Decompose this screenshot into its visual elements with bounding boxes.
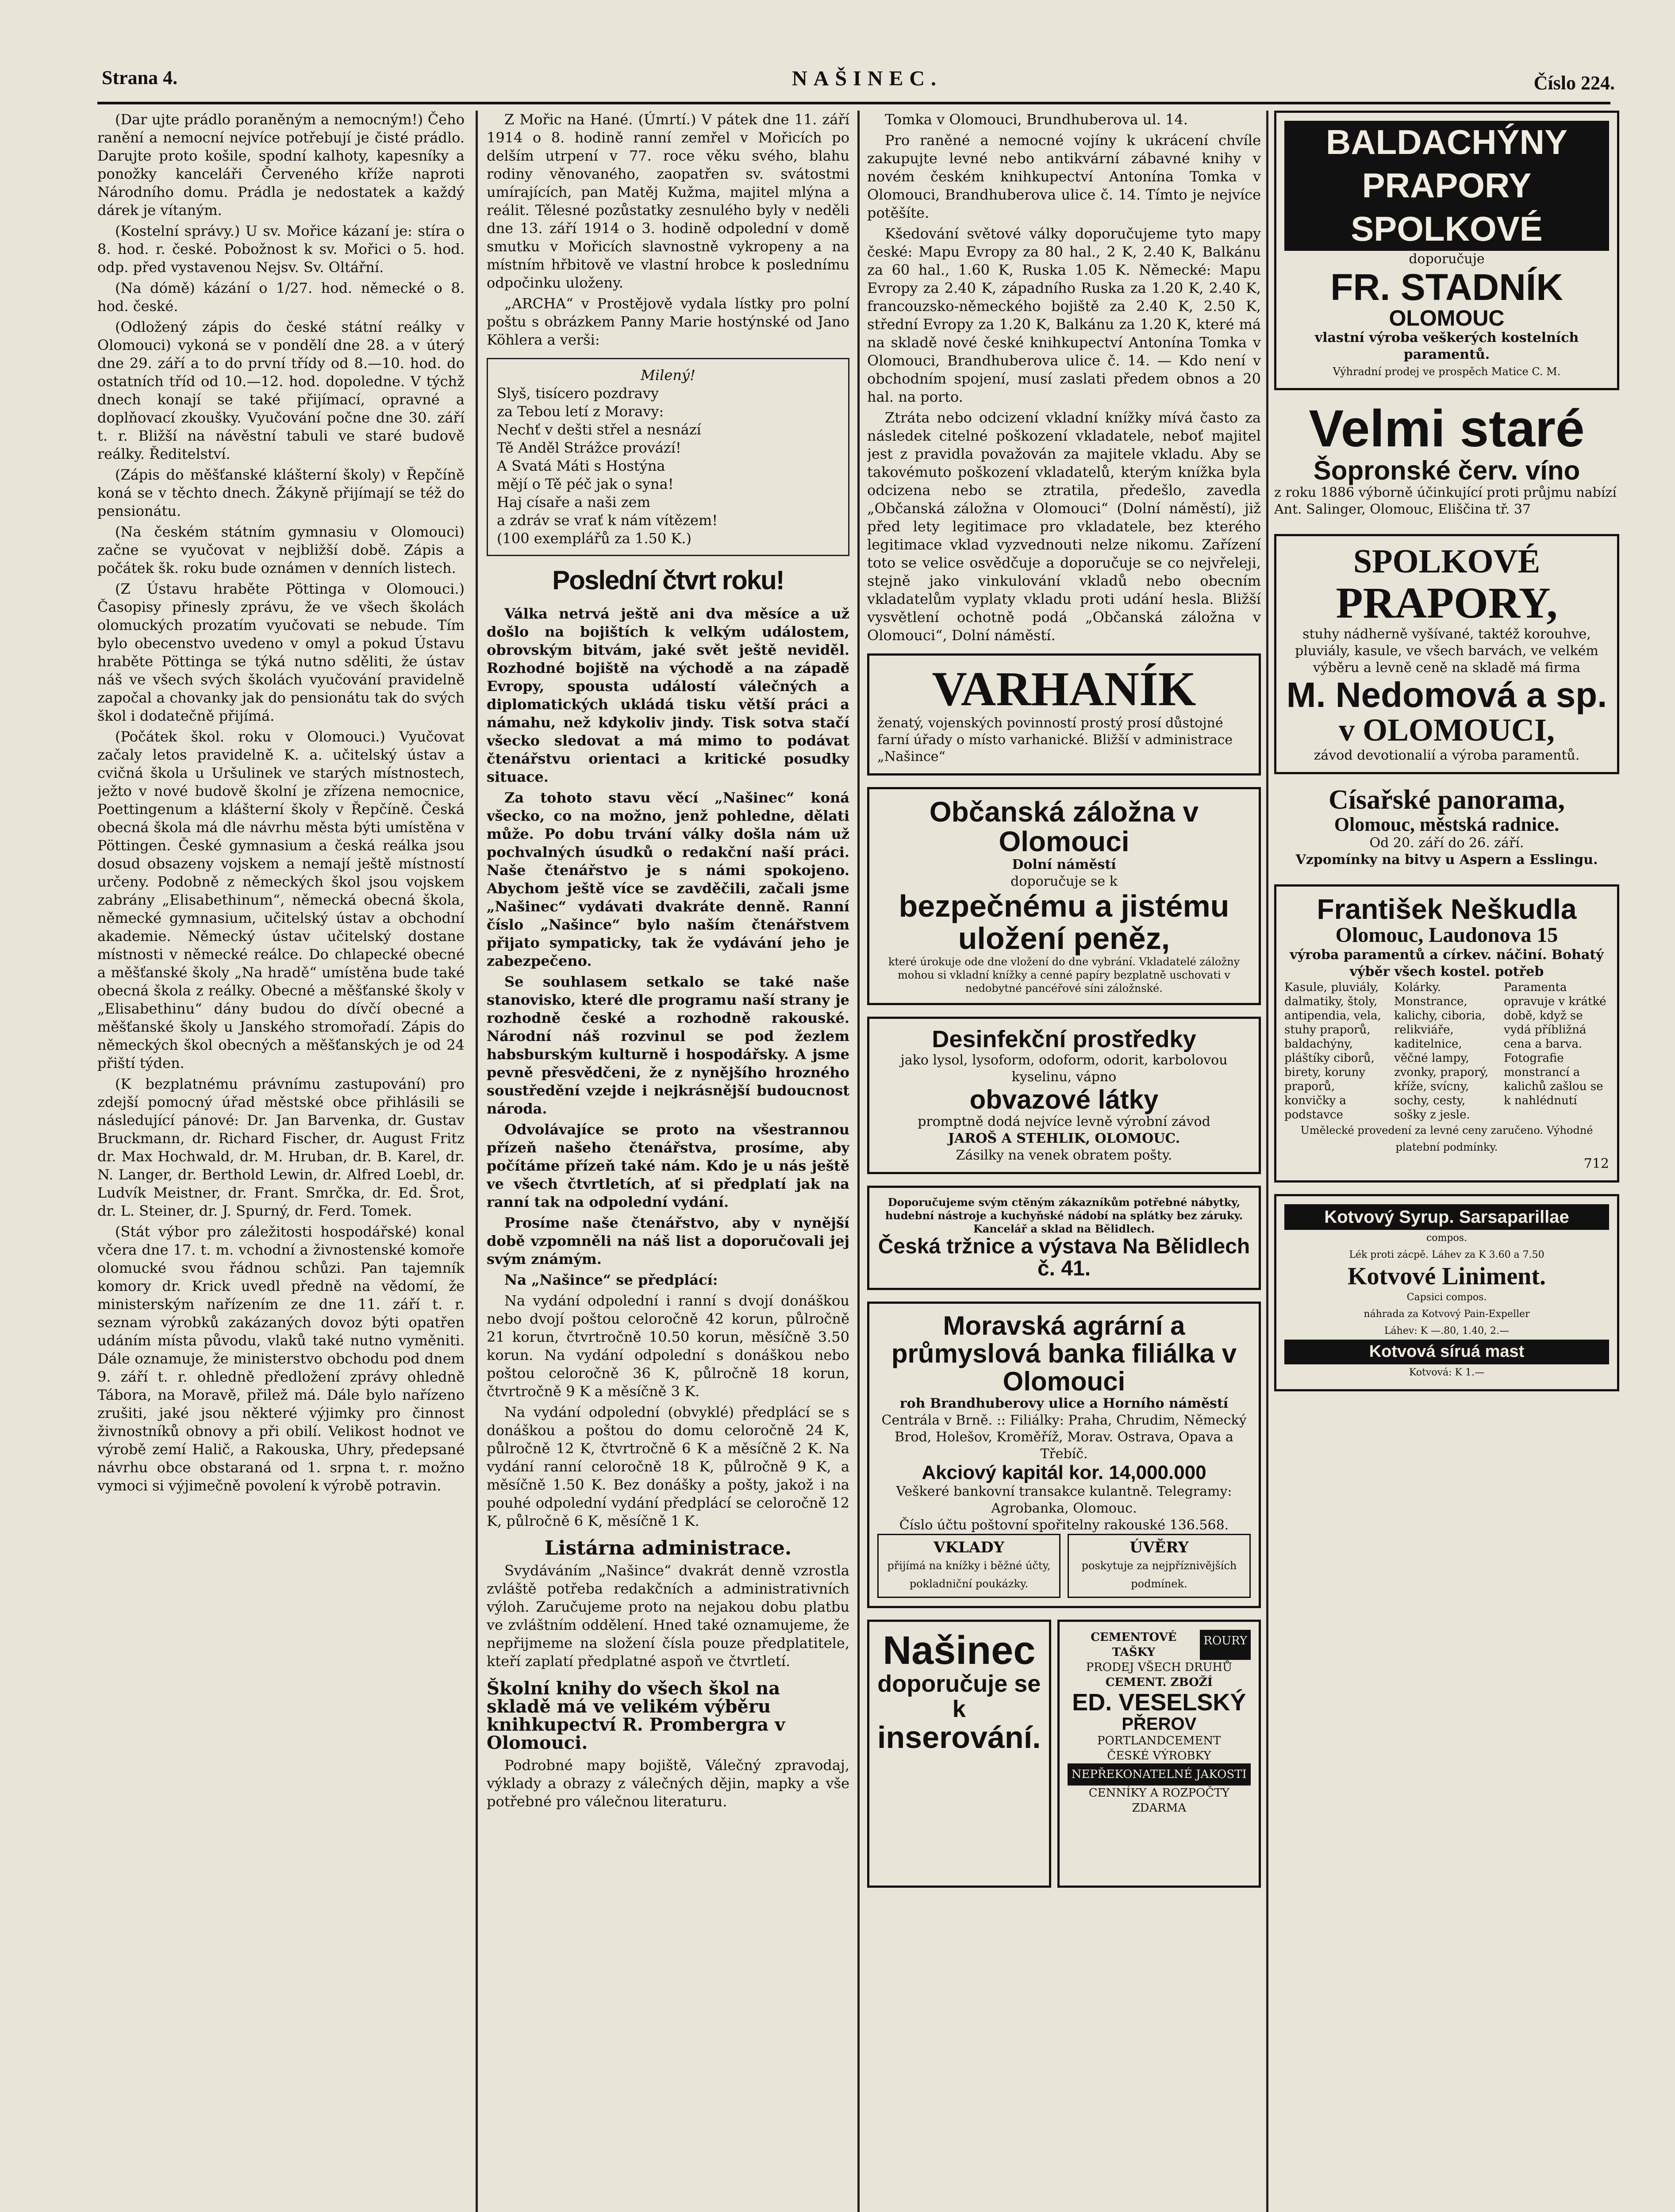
ad-text: Kotvová: K 1.—: [1409, 1367, 1484, 1379]
page-number: Strana 4.: [102, 67, 178, 88]
article-para: Pro raněné a nemocné vojíny k ukrácení chvíle zakupujte levné nebo antikvární zábavné knihy v novém českém knihkupectví Antonína Tomka v Olomouci, Brandhuberova ulice č. 14. Tímto je nejvíce potěšíte.: [867, 132, 1261, 221]
ad-text: PORTLANDCEMENT: [1097, 1734, 1221, 1748]
box-title: VKLADY: [934, 1538, 1004, 1556]
ad-text: Centrála v Brně. :: Filiálky: Praha, Chrudim, Německý Brod, Holešov, Kroměříž, Morav. Ostrava, Opava a Třebíč.: [881, 1413, 1247, 1462]
ad-veselsky: [1057, 1620, 1261, 1888]
ad-line: SPOLKOVÉ: [1284, 207, 1609, 251]
poem-line: A Svatá Máti s Hostýna: [497, 457, 665, 474]
article-para: Za tohoto stavu věcí „Našinec“ koná všecko, co na možno, jenž pohledne, dělati může. Po dobu trvání války došla nám už pochvalných úsudků o redakční naší práci. Naše čtenářstvo je s námi spokojeno. Abychom ještě více se zavděčili, začali jsme „Našinec“ vydávati dvakráte denně. Ranní číslo „Našince“ bylo naším čtenářstvem přijato sympaticky, tak že vydávání jeho je zabezpečeno.: [487, 789, 849, 969]
school-books-ad: Školní knihy do všech škol na skladě má ve velikém výběru knihkupectví R. Prombergra v Olomouci.: [487, 1678, 785, 1753]
ad-big: inserování.: [877, 1720, 1041, 1755]
ad-text: které úrokuje ode dne vložení do dne vybrání. Vkladatelé záložny mohou si vkladní knížky a cenné papíry bezplatně uschovati v nedobytné pancéřové síni záložnské.: [888, 955, 1240, 995]
article-para: (Na českém státním gymnasiu v Olomouci) začne se vyučovat v nejbližší době. Zápis a počátek šk. roku bude oznámen v denních listech.: [97, 523, 465, 576]
poem-line: mějí o Tě péč jak o syna!: [497, 476, 674, 492]
ad-line: SPOLKOVÉ: [1353, 543, 1541, 580]
headline: Poslední čtvrt roku!: [552, 565, 784, 595]
box-text: přijímá na knížky i běžné účty, pokladniční poukázky.: [887, 1559, 1051, 1590]
ad-firm: ED. VESELSKÝ: [1072, 1689, 1246, 1716]
ad-title: Moravská agrární a průmyslová banka filiálka v Olomouci: [891, 1311, 1237, 1397]
article-para: Svydáváním „Našince“ dvakrát denně vzrostla zvláště potřeba redakčních a administrativních výloh. Zaručujeme proto na nejakou dobu platbu ve zvláštním oddělení. Hned také oznamujeme, že nepřijmeme na složení čísla pouze předplatitele, kteří zaplatí předplatné aspoň ve čtvrtletí.: [487, 1562, 849, 1670]
article-para: Na „Našince“ se předplácí:: [504, 1271, 718, 1288]
ad-date: Od 20. září do 26. září.: [1369, 835, 1524, 851]
poem-line: Slyš, tisícero pozdravy: [497, 385, 659, 402]
article-para: Podrobné mapy bojiště, Válečný zpravodaj, výklady a obrazy z válečných dějin, mapky a vše potřebné pro válečnou literaturu.: [487, 1757, 849, 1810]
ad-firm: M. Nedomová a sp.: [1286, 675, 1607, 715]
poem-box: [487, 358, 849, 556]
box-title: ÚVĚRY: [1129, 1538, 1189, 1556]
ad-number: 712: [1583, 1156, 1609, 1171]
column-3: [867, 111, 1261, 2212]
ad-text: Vzpomínky na bitvy u Aspern a Esslingu.: [1295, 852, 1598, 868]
column-divider: [476, 111, 478, 2212]
bottom-ads: [867, 1620, 1261, 1899]
ad-box: [877, 1534, 1060, 1598]
ad-varhanik: [867, 653, 1261, 776]
ad-text: Láhev: K —.80, 1.40, 2.—: [1384, 1325, 1510, 1337]
article-para: (Kostelní správy.) U sv. Mořice kázaní je: stíra o 8. hod. r. české. Pobožnost k sv. Mořici o 5. hod. odp. před vystavenou Nejsv. Sv. Oltářní.: [97, 223, 465, 276]
header-rule: [97, 102, 1610, 104]
ad-line: PRAPORY: [1284, 164, 1609, 207]
ad-text: promptně dodá nejvíce levně výrobní závod: [918, 1114, 1210, 1129]
ad-text: Výhradní prodej ve prospěch Matice C. M.: [1333, 365, 1561, 378]
article-para: (Zápis do měšťanské klášterní školy) v Řepčíně koná se v těchto dnech. Žákyně přijímají se též do pensionátu.: [97, 466, 465, 519]
ad-stadnik: [1274, 111, 1619, 390]
article-para: Na vydání odpolední (obvyklé) předplácí se s donáškou a poštou do domu celoročně 24 K, půlročně 12 K, čtvrtročně 6 K a měsíčně 2 K. Na vydání ranní celoročně 18 K, půlročně 9 K, a měsíčně 1.50 K. Bez donášky a pošty, jakož i na pouhé odpolední vydání předplácí se celoročně 12 K, půlročně 6 K, měsíčně 1 K.: [487, 1404, 849, 1529]
ad-banka: [867, 1302, 1261, 1608]
ad-kotvovy: [1274, 1194, 1619, 1392]
ad-panorama: [1274, 786, 1619, 873]
ad-sub: Šopronské červ. víno: [1313, 456, 1580, 486]
ad-grid: [1284, 980, 1609, 1122]
ad-capital: Akciový kapitál kor. 14,000.000: [922, 1462, 1206, 1484]
poem-note: (100 exemplářů za 1.50 K.): [497, 530, 692, 547]
ad-sub: k: [952, 1695, 966, 1722]
ad-account: Číslo účtu poštovní spořitelny rakouské 136.568.: [899, 1517, 1229, 1533]
ad-vino: [1274, 399, 1619, 522]
article-para: (K bezplatnému právnímu zastupování) pro zdejší pomocný úřad městské obce přihlásili se následující pánové: Dr. Jan Barvenka, dr. Gustav Bruckmann, dr. Richard Fischer, dr. August Fritz dr. Max Hochwald, dr. M. Hruban, dr. B. Karel, dr. N. Langer, dr. Berthold Lewin, dr. Alfred Loebl, dr. Ludvík Meistner, dr. Frant. Smrčka, dr. Ed. Šrot, dr. L. Steiner, dr. J. Spurný, dr. Ferd. Tomek.: [97, 1075, 465, 1219]
article-para: (Na dómě) kázání o 1/27. hod. německé o 8. hod. české.: [97, 280, 465, 315]
poem-line: Haj císaře a naši zem: [497, 494, 651, 511]
ad-col: Kasule, pluviály, dalmatiky, štoly, antipendia, vela, stuhy praporů, baldachýny, pláštíky ciborů, birety, koruny praporů, konvičky a podstavce: [1284, 980, 1381, 1121]
ad-city: v OLOMOUCI,: [1338, 712, 1555, 748]
ad-sub: Dolní náměstí: [1012, 856, 1116, 872]
ad-text: PRODEJ VŠECH DRUHŮ: [1086, 1660, 1232, 1674]
poem-line: Nechť v dešti střel a nesnází: [497, 421, 701, 438]
ad-neskudla: [1274, 884, 1619, 1183]
ad-text: závod devotionalií a výroba paramentů.: [1314, 747, 1580, 763]
ad-text: NEPŘEKONATELNÉ JAKOSTI: [1068, 1763, 1251, 1786]
ad-text: Zásilky na venek obratem pošty.: [956, 1147, 1172, 1163]
ad-nasinec: [867, 1620, 1051, 1888]
ad-text: ženatý, vojenských povinností prostý prosí důstojné farní úřady o místo varhanické. Bližší v administrace „Našince“: [877, 715, 1233, 764]
ad-text: ZDARMA: [1132, 1801, 1187, 1815]
ad-trzice: [867, 1186, 1261, 1290]
ad-col: Kolárky. Monstrance, kalichy, ciboria, relikviáře, kaditelnice, věčné lampy, zvonky, praporý, kříže, svícny, sochy, cesty, sošky z jesle.: [1394, 980, 1489, 1121]
article-para: Prosíme naše čtenářstvo, aby v nynější době vzpomněli na náš list a doporučovali jej svým známým.: [487, 1214, 849, 1267]
poem-line: za Tebou letí z Moravy:: [497, 403, 664, 420]
column-4: [1274, 111, 1619, 2212]
ad-text: CEMENTOVÉ TAŠKY: [1091, 1630, 1177, 1659]
ad-text: jako lysol, lysoform, odoform, odorit, karbolovou kyselinu, vápno: [900, 1052, 1228, 1085]
article-para: (Dar ujte prádlo poraněným a nemocným!) Čeho ranění a nemocní nejvíce potřebují je čisté prádlo. Darujte proto košile, spodní kalhoty, kapesníky a ponožky kanceláři Červeného kříže naproti Národního domu. Prádla je nedostatek a každý dárek je vítaným.: [97, 111, 465, 219]
ad-title: Občanská záložna v Olomouci: [929, 795, 1199, 857]
ad-big: Česká tržnice a výstava Na Bělidlech č. 41.: [878, 1234, 1250, 1280]
ad-text: compos.: [1426, 1232, 1468, 1244]
masthead-title: NAŠINEC.: [792, 67, 943, 90]
ad-text: z roku 1886 výborně účinkující proti průjmu nabízí Ant. Salinger, Olomouc, Eliščina tř. 37: [1274, 485, 1617, 518]
ad-text: Doporučujeme svým ctěným zákazníkům potřebné nábytky, hudební nástroje a kuchyňské nádobí na splátky bez záruky. Kancelář a sklad na Bělidlech.: [885, 1195, 1243, 1235]
ad-text: ROURY: [1200, 1630, 1251, 1660]
ad-line: doporučuje se k: [1010, 873, 1118, 889]
ad-sub: doporučuje se: [877, 1671, 1041, 1697]
archa-note: „ARCHA“ v Prostějově vydala lístky pro polní poštu s obrázkem Panny Marie hostýnské od Jano Köhlera a verši:: [487, 295, 849, 348]
ad-text: Lék proti zácpě. Láhev za K 3.60 a 7.50: [1349, 1249, 1544, 1260]
issue-number: Číslo 224.: [1533, 72, 1615, 94]
ad-line: BALDACHÝNY: [1284, 121, 1609, 164]
ad-firm: JAROŠ A STEHLIK, OLOMOUC.: [948, 1130, 1180, 1146]
ad-addr: Olomouc, Laudonova 15: [1335, 923, 1558, 947]
ad-text: CEMENT. ZBOŽÍ: [1105, 1675, 1213, 1689]
ad-line: Kotvový Syrup. Sarsaparillae: [1284, 1204, 1609, 1230]
section-title: Listárna administrace.: [544, 1537, 792, 1559]
poem-line: Tě Anděl Strážce provází!: [497, 439, 681, 456]
column-divider: [1266, 111, 1268, 2212]
ad-title-2: obvazové látky: [969, 1084, 1159, 1114]
ad-top: [1068, 1630, 1251, 1660]
ad-line: Kotvová síruá mast: [1284, 1340, 1609, 1364]
ad-sub: Olomouc, městská radnice.: [1334, 813, 1560, 835]
ad-big: bezpečnému a jistému uložení peněz,: [899, 888, 1229, 956]
article-para: Se souhlasem setkalo se také naše stanovisko, které dle programu naší strany je rozhodně české a rozhodně rakouské. Národní náš rozvinul se pod žezlem habsburským kulturně i hospodářsky. A jsme pevně přesvědčeni, že z nynějšího hrozného soustředění vzejde i nejkrásnější budoucnost národa.: [487, 973, 849, 1117]
page-header: [102, 66, 1615, 97]
ad-text: výroba paramentů a církev. náčiní. Bohatý výběr všech kostel. potřeb: [1290, 947, 1604, 979]
ad-text: ČESKÉ VÝROBKY: [1107, 1749, 1211, 1763]
ad-desinfekce: [867, 1017, 1261, 1174]
ad-title: Císařské panorama,: [1329, 784, 1565, 815]
article-para: Odvolávajíce se proto na všestrannou přízeň našeho čtenářstva, prosíme, aby počítáme přízeň také nám. Kdo je u nás ještě ve všech čtvrtletích, ať si předplatí jak na ranní tak na odpolední vydání.: [487, 1121, 849, 1210]
ad-firm: FR. STADNÍK: [1330, 266, 1563, 308]
article-para: Ztráta nebo odcizení vkladní knížky mívá často za následek citelné poškození vkladatele, neboť majitel jest z pravidla považován za majitele vkladu. Aby se takovémuto poškození vkladatelů, kterým knížka byla odcizena nebo se ztratila, předešlo, zavedla „Občanská záložna v Olomouci“ (Dolní náměstí), již před lety legitimace pro vkladatele, bez kterého legitimace vklad vyzvednouti nelze nikomu. Zařízení toto se velice osvědčuje a doporučuje se co nejvřeleji, stejně jako vinkulování vkladů nebo obecním vkladatelům vyplaty vkladu proti udání hesla. Bližší vysvětlení ochotně podá „Občanská záložna v Olomouci“, Dolní náměstí.: [867, 409, 1261, 644]
ad-sub: doporučuje: [1409, 251, 1485, 267]
article-para: Kšedování světové války doporučujeme tyto mapy české: Mapu Evropy za 80 hal., 2 K, 2.40 K, Balkánu za 60 hal., 1.60 K, Ruska 1.05 K. Německé: Mapu Evropy za 2.40 K, západního Ruska za 1.20 K, 2.40 K, francouzsko-německého bojiště za 2.40 K, 2.50 K, střední Evropy za 1.20 K, Balkánu za 1.20 K, které má na skladě nové české knihkupectví Antonína Tomka v Olomouci, Brandhuberova ulice č. 14. — Kdo není v obchodním spojení, musí zaslati předem obnos a 20 hal. na porto.: [867, 225, 1261, 405]
article-para: (Počátek škol. roku v Olomouci.) Vyučovat začaly letos pravidelně K. a. učitelský ústav a cvičná škola u Uršulinek ve starých místnostech, ježto v nové budově školní je zřízena nemocnice, Poettingenum a klášterní školy v Řepčíně. Česká obecná škola má dle návrhu města býti umístěna v Pöttingen. České gymnasium a česká reálka jsou dosud obsazeny vojskem a nemají ještě místností určeny. Podobně z německých škol jsou vojskem zabrány „Elisabethinum“, německá obecná škola, německé gymnasium, učitelský ústav a obchodní akademie. Německý ústav učitelský dostane místnosti v německé reálce. Do chlapecké obecné a měšťanské školy „Na hradě“ umístěna bude také obecná škola z reálky. Obecné a měšťanské školy v „Elisabethinu“ dány budou do dívčí obecné a měšťanské školy u Janského stromořadí. Zápis do německých škol obecných a měšťanských je od 24 přiští týden.: [97, 728, 465, 1071]
article-para: Válka netrvá ještě ani dva měsíce a už došlo na bojištích k velkým událostem, obrovským bitvám, jaké svět ještě neviděl. Rozhodné bojiště na východě a na západě Evropy, spousta událostí válečných a diplomatických ukládá tisku větší práci a námahu, než kdykoliv jindy. Tisk sotva stačí všecko sledovat a má mimo to podávat čtenářstvu orientaci a kritické posudky situace.: [487, 605, 849, 785]
ad-col: Paramenta opravuje v krátké době, když se vydá příbližná cena a barva. Fotografie monstrancí a kalichů zašlou se k nahlédnutí: [1504, 980, 1606, 1107]
ad-zalozna: [867, 787, 1261, 1005]
article-para: Tomka v Olomouci, Brundhuberova ul. 14.: [885, 111, 1188, 128]
ad-line: Kotvové Liniment.: [1348, 1262, 1546, 1290]
article-para: (Z Ústavu hraběte Pöttinga v Olomouci.) Časopisy přinesly zprávu, že ve všech školách olomuckých prozatím vyučovati se nebude. Tím bylo obecenstvo uvedeno v omyl a pokud Ústavu hraběte Pöttinga se týká nutno sděliti, že ústav náš ve všech svých školách vyučování pravidelně započal a chovanky jak do pensionátu tak do svých škol i dodatečně přijímá.: [97, 580, 465, 724]
ad-text: Capsici compos.: [1406, 1292, 1487, 1303]
ad-city: PŘEROV: [1122, 1714, 1197, 1734]
box-text: poskytuje za nejpříznivějších podmínek.: [1081, 1559, 1237, 1590]
ad-nedomova: [1274, 534, 1619, 774]
ad-text: CENNÍKY A ROZPOČTY: [1088, 1786, 1229, 1800]
ad-line: PRAPORY,: [1336, 578, 1558, 628]
ad-box: [1068, 1534, 1251, 1598]
ad-addr: roh Brandhuberovy ulice a Horního náměstí: [899, 1396, 1229, 1412]
article-para: (Odložený zápis do české státní reálky v Olomouci) vykoná se v pondělí dne 28. a v úterý dne 29. září a to do první třídy od 8.—10. hod. do ostatních tříd od 10.—12. hod. dopoledne. V týchž dnech konají se také přijímací, opravné a doplňovací zkoušky. Vyučování počne dne 30. září t. r. Bližší na návěstní tabuli ve staré budově reálky. Ředitelství.: [97, 319, 465, 462]
ad-title: Desinfekční prostředky: [932, 1025, 1196, 1052]
obituary: Z Mořic na Hané. (Úmrtí.) V pátek dne 11. září 1914 o 8. hodině ranní zemřel v Mořicích po delším utrpení v 77. roce věku svého, blahu rodiny věnovaného, zaopatřen sv. svátostmi umírajících, pan Matěj Kužma, majitel mlýna a reálit. Tělesné pozůstatky zesnulého byly v neděli dne 13. září 1914 o 3. hodině odpolední v domě smutku v Mořicích slavnostně vykropeny a na místním hřbitově ve vlastní hrobce k poslednímu odpočinku uloženy.: [487, 111, 849, 291]
article-para: Na vydání odpolední i ranní s dvojí donáškou nebo dvojí poštou celoročně 42 korun, půlročně 21 korun, čtvrtročně 10.50 korun, měsíčně 3.50 korun. Na vydání odpolední s donáškou nebo poštou celoročně 36 K, půlročně 18 korun, čtvrtročně 9 K a měsíčně 3 K.: [487, 1292, 849, 1400]
ad-text: vlastní výroba veškerých kostelních paramentů.: [1314, 330, 1579, 363]
poem-title: Milený!: [641, 367, 695, 384]
ad-title: František Neškudla: [1317, 893, 1577, 925]
ad-footer: Umělecké provedení za levné ceny zaručeno. Výhodné platební podmínky.: [1300, 1124, 1593, 1153]
ad-big: Velmi staré: [1309, 399, 1585, 458]
ad-title: Našinec: [883, 1628, 1036, 1673]
ad-text: Veškeré bankovní transakce kulantně. Telegramy: Agrobanka, Olomouc.: [896, 1483, 1232, 1516]
article-para: (Stát výbor pro záležitosti hospodářské) konal včera dne 17. t. m. vchodní a živnostenské komoře olomucké svou řádnou schůzi. Pan tajemník komory dr. Krick uvedl předně na vědomí, že ministerským nařízením ze dne 11. září t. r. seznam výrobků zakázaných dovoz býti opatřen udáním místa původu, vlaků také nutno vyměniti. Dále oznamuje, že ministerstvo obchodu pod dnem 9. září t. r. ohledně předložení zprávy ohledně Tábora, na Moravě, přilež má. Dále bylo nařízeno zrušiti, jaké jsou některé výjimky pro činnost živnostníků obnovy a při obilí. Velikost hodnot ve výrobě zemí Halič, a Rakouska, Uhry, předepsané návrhu obce obstaraná od 1. srpna t. r. možno vymoci si výjimečně povolení k výrobě potravin.: [97, 1223, 465, 1494]
poem-line: a zdráv se vrať k nám vítězem!: [497, 512, 718, 529]
column-1: [97, 111, 465, 2212]
ad-boxes: [877, 1534, 1251, 1598]
ad-city: OLOMOUC: [1389, 305, 1505, 330]
ad-title: VARHANÍK: [932, 662, 1196, 716]
ad-text: stuhy nádherně vyšívané, taktéž korouhve, pluviály, kasule, ve všech barvách, ve velkém výběru a levně ceně na skladě má firma: [1295, 626, 1598, 676]
column-2: [487, 111, 849, 2212]
ad-text: náhrada za Kotvový Pain-Expeller: [1364, 1309, 1530, 1320]
column-divider: [857, 111, 860, 2212]
